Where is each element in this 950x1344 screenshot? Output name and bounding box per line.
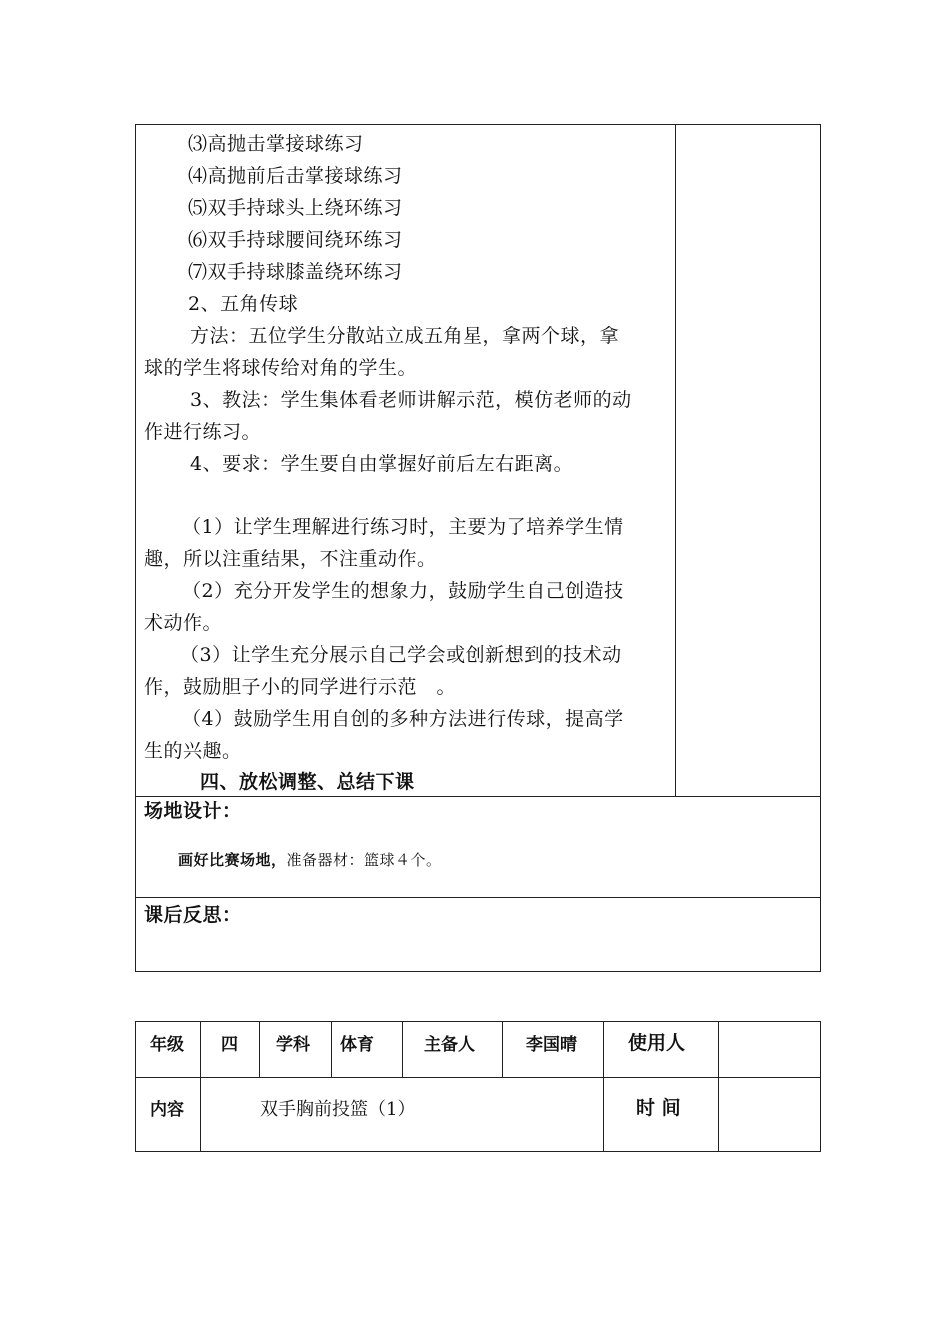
drill-4: ⑷高抛前后击掌接球练习: [188, 165, 403, 187]
lesson-side-cell: [676, 125, 820, 796]
col-divider: [603, 1022, 604, 1151]
time-label: 时 间: [636, 1097, 681, 1119]
info-table: [135, 1021, 821, 1152]
teaching-method-line-2: 作进行练习。: [144, 421, 262, 443]
note-2-line-2: 术动作。: [144, 612, 223, 634]
user-label: 使用人: [628, 1032, 686, 1054]
preparer-label: 主备人: [424, 1035, 475, 1055]
col-divider: [259, 1022, 260, 1077]
note-3-line-2: 作，鼓励胆子小的同学进行示范 。: [144, 676, 457, 698]
teaching-method-line-1: 3、教法：学生集体看老师讲解示范，模仿老师的动: [190, 389, 632, 411]
col-divider: [200, 1022, 201, 1151]
subject-label: 学科: [276, 1035, 310, 1055]
venue-design-equipment: 准备器材：篮球４个。: [286, 851, 442, 869]
venue-design-row: [136, 796, 820, 897]
reflection-title: 课后反思：: [144, 904, 242, 926]
grade-value: 四: [221, 1035, 238, 1055]
venue-design-text: [178, 849, 442, 871]
note-2-line-1: （2）充分开发学生的想象力，鼓励学生自己创造技: [182, 580, 624, 602]
subject-value: 体育: [340, 1035, 374, 1055]
note-4-line-2: 生的兴趣。: [144, 740, 242, 762]
drill-7: ⑺双手持球膝盖绕环练习: [188, 261, 403, 283]
venue-design-bold: 画好比赛场地，: [178, 851, 287, 869]
drill-6: ⑹双手持球腰间绕环练习: [188, 229, 403, 251]
drill-5: ⑸双手持球头上绕环练习: [188, 197, 403, 219]
requirement-line: 4、要求：学生要自由掌握好前后左右距离。: [190, 453, 574, 475]
col-divider: [718, 1022, 719, 1151]
reflection-row: [136, 897, 820, 971]
grade-label: 年级: [150, 1035, 184, 1055]
drill-3: ⑶高抛击掌接球练习: [188, 133, 364, 155]
preparer-value: 李国晴: [526, 1035, 577, 1055]
lesson-table: [135, 124, 821, 972]
section-five-corner-pass: 2、五角传球: [188, 293, 299, 315]
lesson-content-cell: [136, 125, 676, 796]
note-1-line-2: 趣，所以注重结果，不注重动作。: [144, 548, 437, 570]
content-label: 内容: [150, 1100, 184, 1120]
col-divider: [331, 1022, 332, 1077]
note-1-line-1: （1）让学生理解进行练习时，主要为了培养学生情: [182, 516, 624, 538]
note-4-line-1: （4）鼓励学生用自创的多种方法进行传球，提高学: [182, 708, 624, 730]
method-line-1: 方法：五位学生分散站立成五角星，拿两个球，拿: [190, 325, 620, 347]
method-line-2: 球的学生将球传给对角的学生。: [144, 357, 418, 379]
content-value: 双手胸前投篮（1）: [260, 1099, 416, 1120]
col-divider: [402, 1022, 403, 1077]
col-divider: [502, 1022, 503, 1077]
venue-design-title: 场地设计：: [144, 800, 242, 822]
section-cool-down: 四、放松调整、总结下课: [200, 771, 415, 793]
note-3-line-1: （3）让学生充分展示自己学会或创新想到的技术动: [180, 644, 622, 666]
